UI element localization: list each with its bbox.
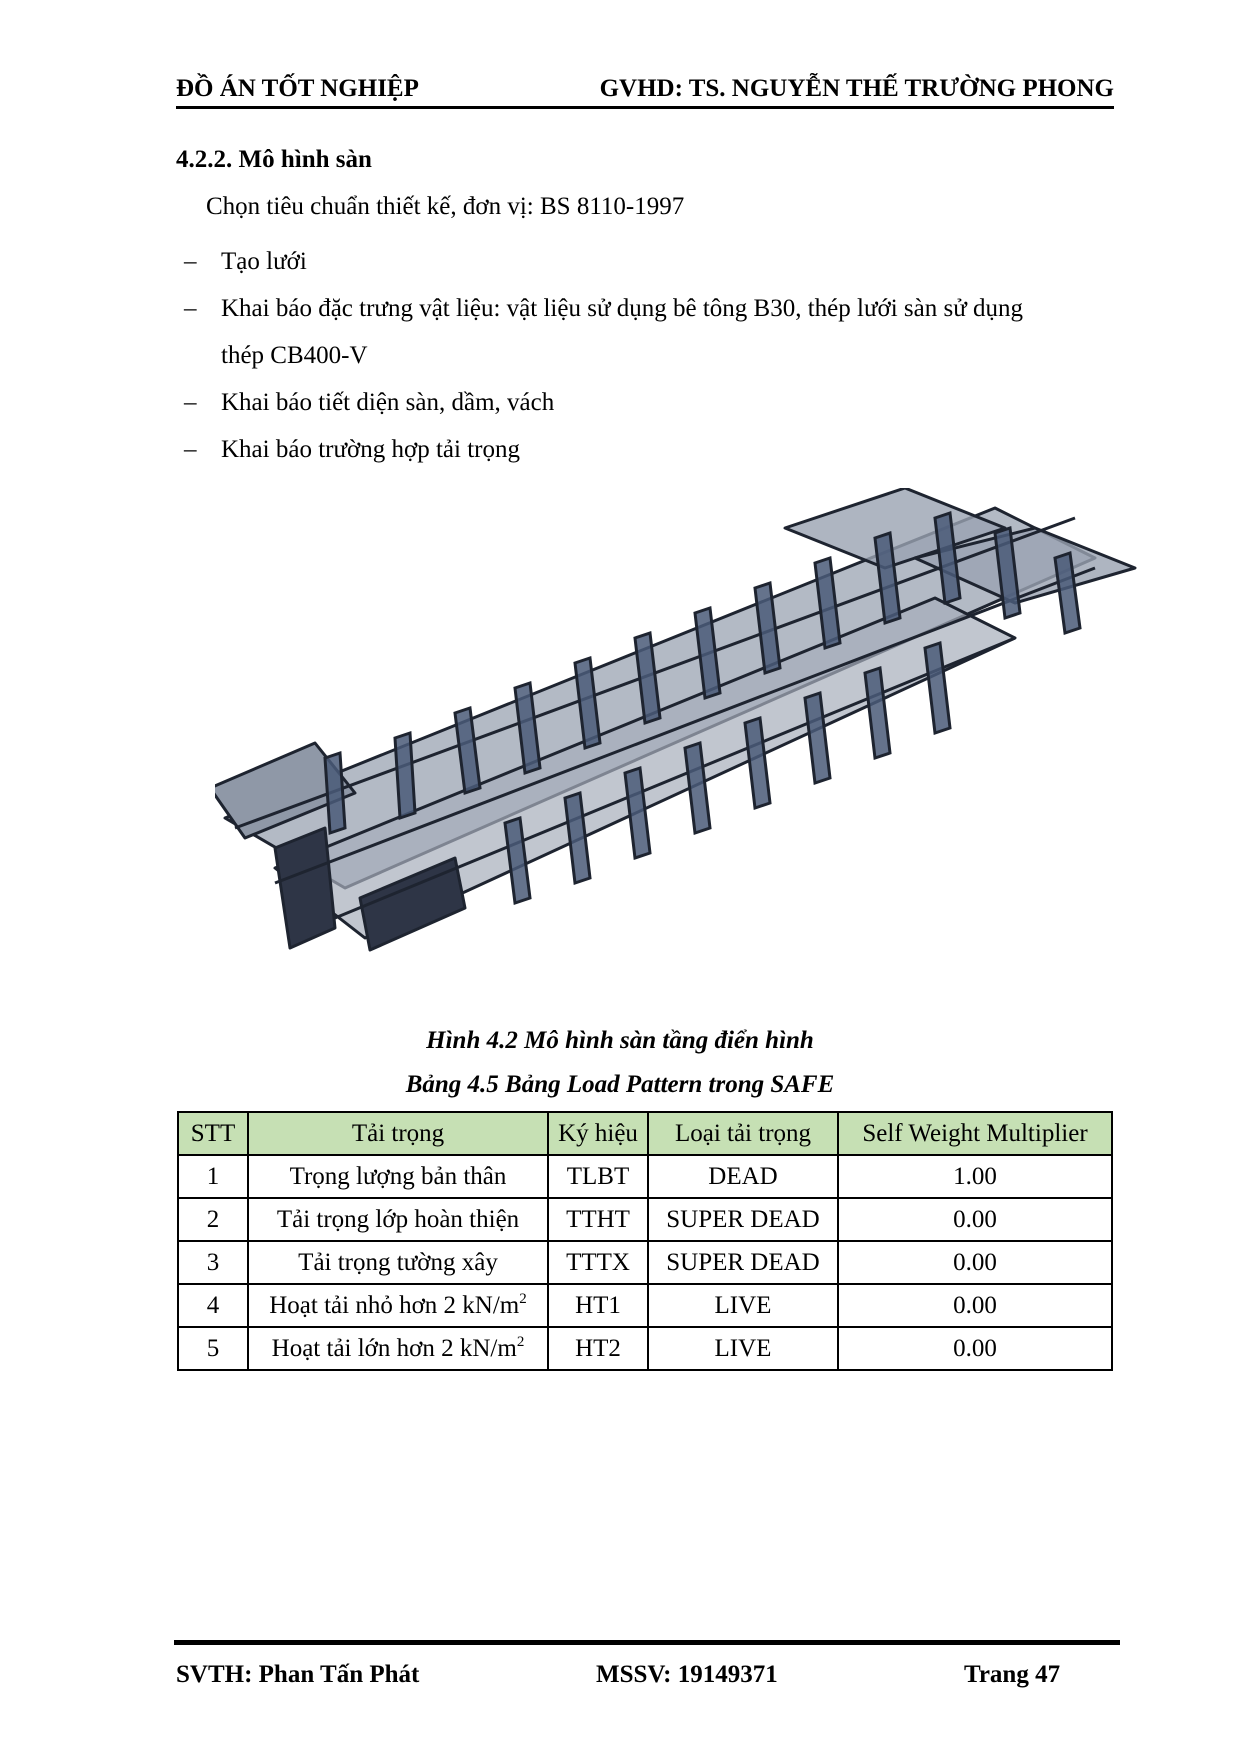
cell-symbol: HT2 <box>548 1327 648 1370</box>
cell-load-name: Hoạt tải lớn hơn 2 $kN/m^2$ <box>248 1327 548 1370</box>
table-row <box>178 1284 1112 1327</box>
cell-load-name: Tải trọng tường xây <box>248 1241 548 1284</box>
cell-symbol: TLBT <box>548 1155 648 1198</box>
table-row <box>178 1155 1112 1198</box>
cell-multiplier: 1.00 <box>838 1155 1112 1198</box>
cell-stt: 5 <box>178 1327 248 1370</box>
list-item-continuation: thép CB400-V <box>221 342 368 369</box>
column-header-self-weight: Self Weight Multiplier <box>838 1112 1112 1155</box>
cell-multiplier: 0.00 <box>838 1327 1112 1370</box>
dash-bullet-icon: – <box>184 389 197 416</box>
load-pattern-table <box>177 1111 1113 1371</box>
cell-load-name: Tải trọng lớp hoàn thiện <box>248 1198 548 1241</box>
page-footer <box>174 1640 1120 1695</box>
header-title: ĐỒ ÁN TỐT NGHIỆP <box>176 75 419 102</box>
figure-caption: Hình 4.2 Mô hình sàn tầng điển hình <box>426 1027 814 1054</box>
cell-load-type: SUPER DEAD <box>648 1198 838 1241</box>
cell-load-type: LIVE <box>648 1327 838 1370</box>
cell-stt: 2 <box>178 1198 248 1241</box>
cell-stt: 1 <box>178 1155 248 1198</box>
column-header-symbol: Ký hiệu <box>548 1112 648 1155</box>
column-header-load-type: Loại tải trọng <box>648 1112 838 1155</box>
cell-symbol: TTHT <box>548 1198 648 1241</box>
footer-student-id: MSSV: 19149371 <box>596 1661 778 1688</box>
list-item-text: Khai báo tiết diện sàn, dầm, vách <box>221 389 555 416</box>
list-item-text: Khai báo trường hợp tải trọng <box>221 436 520 463</box>
cell-multiplier: 0.00 <box>838 1241 1112 1284</box>
steps-list <box>176 238 1114 473</box>
list-item <box>176 379 1114 426</box>
list-item-text: Khai báo đặc trưng vật liệu: vật liệu sử dụng bê tông B30, thép lưới sàn sử dụng <box>221 295 1024 322</box>
header-advisor: GVHD: TS. NGUYỄN THẾ TRƯỜNG PHONG <box>599 75 1114 102</box>
table-header-row <box>178 1112 1112 1155</box>
list-item-text: Tạo lưới <box>221 248 307 275</box>
cell-load-type: LIVE <box>648 1284 838 1327</box>
cell-stt: 3 <box>178 1241 248 1284</box>
column-header-load: Tải trọng <box>248 1112 548 1155</box>
table-row <box>178 1198 1112 1241</box>
cell-multiplier: 0.00 <box>838 1284 1112 1327</box>
intro-paragraph: Chọn tiêu chuẩn thiết kế, đơn vị: BS 8110-1997 <box>206 193 685 220</box>
dash-bullet-icon: – <box>184 295 197 322</box>
list-item <box>176 238 1114 285</box>
cell-load-type: SUPER DEAD <box>648 1241 838 1284</box>
cell-load-type: DEAD <box>648 1155 838 1198</box>
cell-symbol: HT1 <box>548 1284 648 1327</box>
slab-3d-model-figure <box>215 488 1150 998</box>
dash-bullet-icon: – <box>184 248 197 275</box>
section-title: 4.2.2. Mô hình sàn <box>176 146 372 173</box>
table-caption: Bảng 4.5 Bảng Load Pattern trong SAFE <box>405 1071 835 1098</box>
column-header-stt: STT <box>178 1112 248 1155</box>
list-item <box>176 426 1114 473</box>
table-row <box>178 1327 1112 1370</box>
footer-student: SVTH: Phan Tấn Phát <box>176 1661 420 1688</box>
dash-bullet-icon: – <box>184 436 197 463</box>
cell-load-name: Hoạt tải nhỏ hơn 2 $kN/m^2$ <box>248 1284 548 1327</box>
cell-symbol: TTTX <box>548 1241 648 1284</box>
table-row <box>178 1241 1112 1284</box>
list-item <box>176 285 1114 379</box>
cell-load-name: Trọng lượng bản thân <box>248 1155 548 1198</box>
page-header <box>176 74 1114 109</box>
cell-stt: 4 <box>178 1284 248 1327</box>
cell-multiplier: 0.00 <box>838 1198 1112 1241</box>
footer-page-number: Trang 47 <box>964 1661 1061 1688</box>
